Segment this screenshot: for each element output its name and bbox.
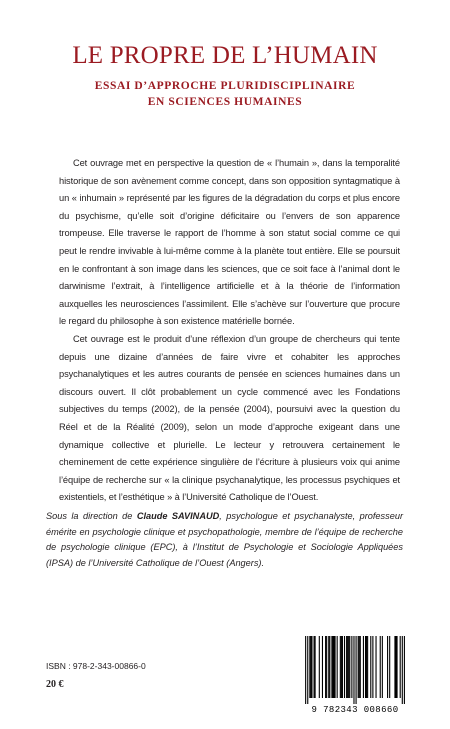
barcode-bar (335, 636, 336, 698)
barcode-bar (310, 636, 311, 698)
barcode-bar (342, 636, 343, 698)
barcode-bar (394, 636, 395, 698)
barcode-bar (366, 636, 367, 698)
barcode-bar (363, 636, 364, 698)
barcode-bar (380, 636, 381, 698)
barcode-bar (395, 636, 396, 698)
barcode-bar (351, 636, 352, 698)
barcode-bar (319, 636, 320, 698)
barcode-bar (315, 636, 316, 698)
author-credits (46, 509, 403, 571)
barcode-bar (358, 636, 359, 698)
barcode-bar (387, 636, 388, 698)
barcode-bar (346, 636, 347, 698)
barcode-bar (404, 636, 405, 704)
barcode-bar (328, 636, 329, 698)
blurb-paragraph-1: Cet ouvrage met en perspective la question de « l’humain », dans la temporalité historique de son avènement comme concept, dans son opposition syntagmatique à un « inhumain » représenté par les figures de la dégradation du corps et plus encore du psychisme, qu’elle soit d’origine déficitaire ou l’envers de son apparence trompeuse. Elle traverse le rapport de l’homme à son statut social comme ce qui peut le rendre invivable à lui-même comme à la planète tout entière. Elle se poursuit en le confrontant à son image dans les sciences, que ce soit face à l’animal dont le darwinisme l’extrait, à l’intelligence artificielle et à la théorie de l’information auxquelles les neurosciences l’assimilent. Elle s’achève sur l’ouverture que procure le regard du philosophe à son existence matérielle bornée. (59, 158, 400, 327)
barcode-bar (367, 636, 368, 698)
barcode-bar (375, 636, 376, 698)
barcode-bar (347, 636, 348, 698)
blurb (59, 155, 400, 507)
barcode-bar (365, 636, 366, 698)
barcode-bar (396, 636, 397, 698)
barcode-bar (309, 636, 310, 698)
barcode-bar (344, 636, 345, 698)
barcode-bar (333, 636, 334, 698)
barcode-bar (329, 636, 330, 698)
barcode-bar (305, 636, 306, 704)
barcode-bar (402, 636, 403, 704)
credits-description: , psychologue et psychanalyste, professeur émérite en psychologie clinique et psychopathologie, membre de l’équipe de recherche de psychologie clinique (EPC), à l’Institut de Psychologie et Sociologie Appliquées (IPSA) de l’Université Catholique de l’Ouest (Angers). (46, 511, 404, 568)
book-subtitle-line2: EN SCIENCES HUMAINES (147, 96, 303, 108)
price: 20 € (46, 679, 64, 690)
barcode-bar (314, 636, 315, 698)
barcode-digits: 9 782343 008660 (311, 705, 399, 715)
barcode-bar (389, 636, 390, 698)
barcode-bar (349, 636, 350, 698)
barcode-bar (400, 636, 401, 698)
barcode-bar (326, 636, 327, 698)
barcode-bar (353, 636, 354, 704)
book-subtitle-line1: ESSAI D’APPROCHE PLURIDISCIPLINAIRE (94, 80, 356, 92)
barcode-bar (322, 636, 323, 698)
isbn: ISBN : 978-2-343-00866-0 (46, 661, 146, 671)
barcode-bar (337, 636, 338, 698)
blurb-paragraph-2: Cet ouvrage est le produit d’une réflexion d’un groupe de chercheurs qui tente depuis une dizaine d’années de faire vivre et cohabiter les approches psychanalytiques et les autres courants de pensée en sciences humaines dans un discours ouvert. Il clôt probablement un cycle commencé avec les Fondations subjectives du temps (2002), de la pensée (2004), poursuivi avec la question du Réel et de la Réalité (2009), selon un mode d’approche exigeant dans une dynamique collective et plurielle. Le lecteur y retrouvera certainement le cheminement de cette expérience singulière de l’écriture à plusieurs voix qui anime l’équipe de recherche sur « la clinique psychanalytique, les processus psychiques et existentiels, et l’esthétique » à l’Université Catholique de l’Ouest. (59, 333, 400, 503)
book-title: LE PROPRE DE L’HUMAIN (72, 42, 378, 69)
barcode-bar (331, 636, 332, 698)
barcode-bar (341, 636, 342, 698)
barcode-bar (372, 636, 373, 698)
barcode-bar (382, 636, 383, 698)
credits-prefix: Sous la direction de (46, 511, 137, 521)
barcode-bar (332, 636, 333, 698)
barcode-bar (356, 636, 357, 704)
barcode-bar (340, 636, 341, 698)
barcode-bar (325, 636, 326, 698)
barcode (303, 636, 407, 718)
barcode-bar (348, 636, 349, 698)
barcode-bar (307, 636, 308, 704)
barcode-bar (360, 636, 361, 698)
barcode-bar (370, 636, 371, 698)
barcode-bars (303, 636, 407, 704)
director-name: Claude SAVINAUD (136, 511, 220, 521)
barcode-bar (359, 636, 360, 698)
barcode-bar (311, 636, 312, 698)
